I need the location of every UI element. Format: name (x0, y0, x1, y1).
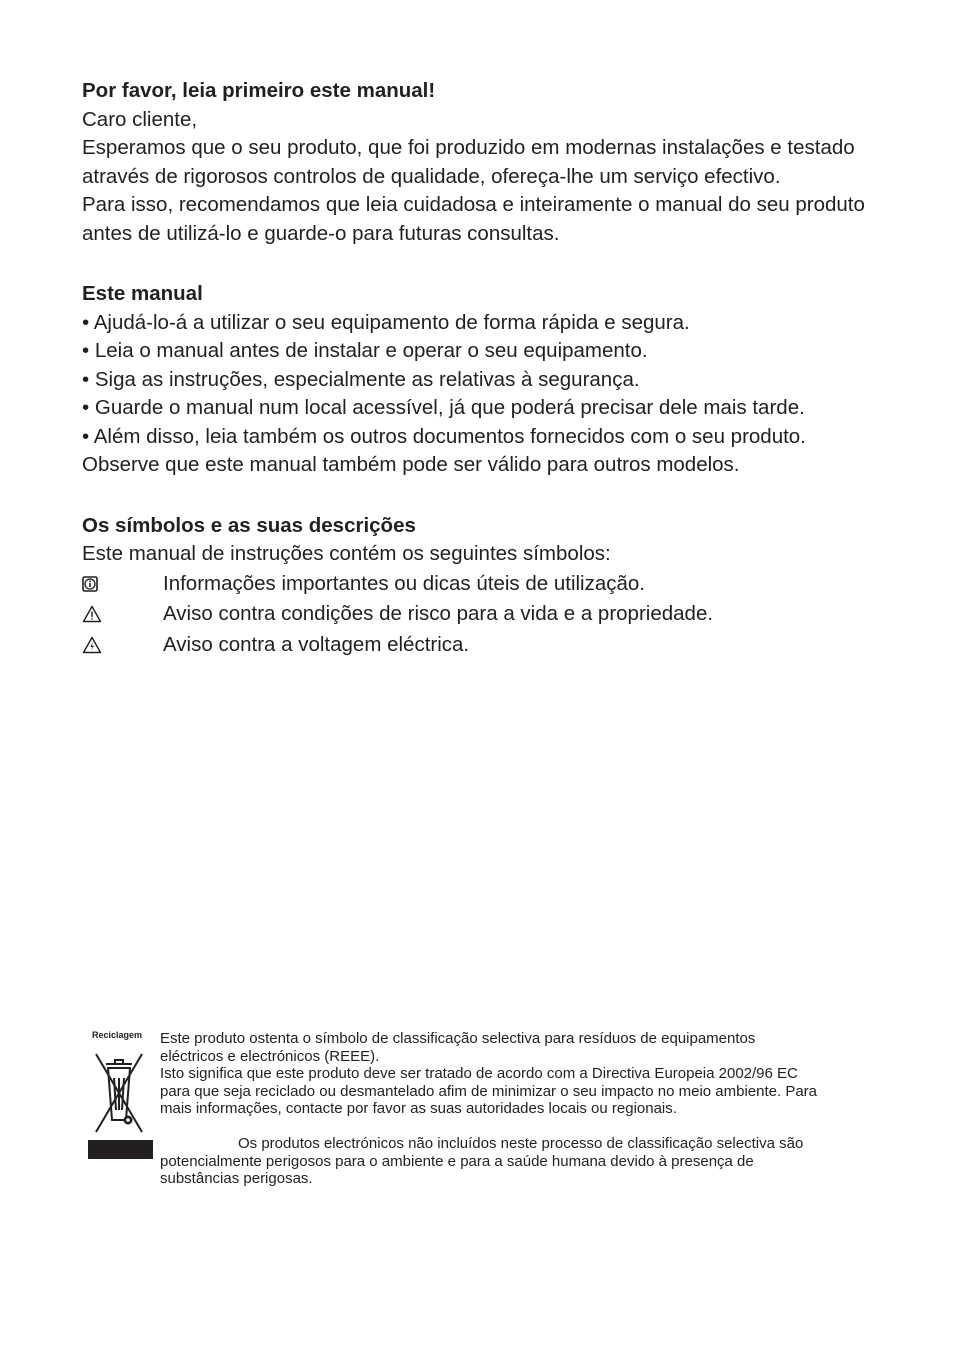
salutation: Caro cliente, (82, 107, 198, 131)
manual-bullet-1: • Ajudá-lo-á a utilizar o seu equipamento de forma rápida e segura. (82, 310, 690, 334)
symbols-intro: Este manual de instruções contém os seguintes símbolos: (82, 542, 611, 565)
warning-icon (82, 605, 163, 623)
weee-notice (82, 1030, 822, 1188)
weee-logo-label: Reciclagem (92, 1030, 143, 1040)
section-gap (82, 248, 882, 280)
symbol-row-electric (82, 630, 882, 661)
weee-logo (82, 1030, 156, 1160)
symbol-row-warning (82, 599, 882, 630)
intro-paragraph-2: Para isso, recomendamos que leia cuidadosa e inteiramente o manual do seu produto antes de utilizá-lo e guarde-o para futuras consultas. (82, 193, 865, 245)
manual-bullet-2: • Leia o manual antes de instalar e operar o seu equipamento. (82, 339, 648, 362)
crossed-bin-icon (92, 1048, 146, 1138)
weee-paragraph-2: Isto significa que este produto deve ser tratado de acordo com a Directiva Europeia 2002/96 EC para que seja reciclado ou desmantelado afim de minimizar o seu impacto no meio ambiente. Para mais informações, contacte por favor as suas autoridades locais ou regionais. (160, 1065, 818, 1117)
symbols-heading: Os símbolos e as suas descrições (82, 513, 416, 537)
weee-paragraph-3: Os produtos electrónicos não incluídos neste processo de classificação selectiva são potencialmente perigosos para o ambiente e para a saúde humana devido à presença de substâncias perigosas. (160, 1135, 804, 1187)
symbol-info-text: Informações importantes ou dicas úteis de utilização. (163, 571, 646, 595)
weee-text (160, 1030, 822, 1188)
intro-heading: Por favor, leia primeiro este manual! (82, 79, 436, 102)
info-icon (82, 576, 163, 592)
manual-bullet-5: • Além disso, leia também os outros documentos fornecidos com o seu produto. (82, 424, 806, 448)
weee-paragraph-1: Este produto ostenta o símbolo de classificação selectiva para resíduos de equipamentos eléctricos e electrónicos (REEE). (160, 1030, 756, 1065)
manual-heading: Este manual (82, 282, 203, 305)
symbol-warning-text: Aviso contra condições de risco para a vida e a propriedade. (163, 602, 714, 625)
intro-paragraph-1: Esperamos que o seu produto, que foi produzido em modernas instalações e testado através de rigorosos controlos de qualidade, ofereça-lhe um serviço efectivo. (82, 136, 855, 188)
manual-note: Observe que este manual também pode ser válido para outros modelos. (82, 453, 740, 476)
symbol-electric-text: Aviso contra a voltagem eléctrica. (163, 632, 470, 656)
symbol-row-info (82, 569, 882, 600)
manual-bullet-4: • Guarde o manual num local acessível, já que poderá precisar dele mais tarde. (82, 396, 805, 419)
weee-black-bar (88, 1140, 153, 1159)
electric-warning-icon (82, 636, 163, 654)
section-gap (82, 480, 882, 512)
manual-intro-page (82, 77, 882, 660)
manual-bullet-3: • Siga as instruções, especialmente as relativas à segurança. (82, 367, 640, 391)
